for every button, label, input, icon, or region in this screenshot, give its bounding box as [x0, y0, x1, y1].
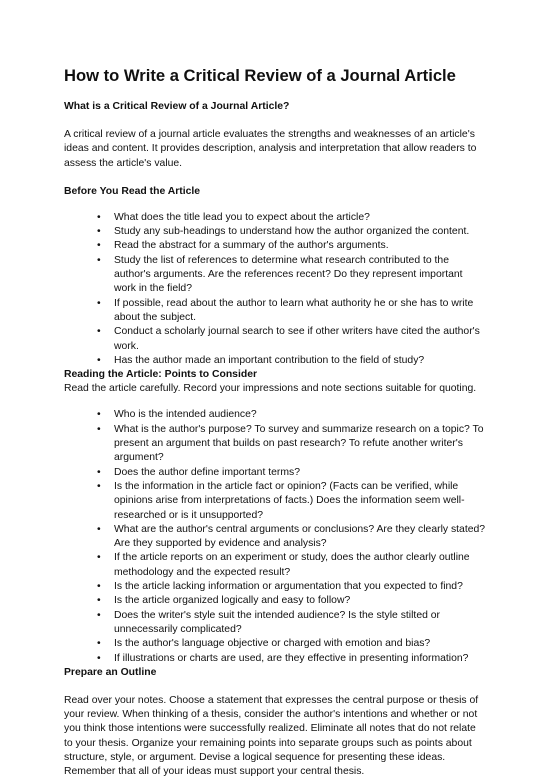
section-heading-reading-article: Reading the Article: Points to Consider: [64, 369, 258, 381]
list-item: • Is the article lacking information or argumentation that you expected to find?: [97, 580, 486, 594]
section-heading-prepare-outline: Prepare an Outline: [64, 666, 157, 678]
list-item: • Conduct a scholarly journal search to see if other writers have cited the author's work.: [97, 325, 486, 354]
section-paragraph-prepare-outline: Read over your notes. Choose a statement that expresses the central purpose or thesis of your review. When thinking of a thesis, consider the author's intentions and whether or not you think those intentions were successfully realized. Eliminate all notes that do not relate to your thesis. Organize your remaining points into separate groups such as points about structure, style, or argument. Devise a logical sequence for presenting these ideas. Remember that all of your ideas must support your central thesis.: [64, 694, 479, 778]
list-item: • Read the abstract for a summary of the author's arguments.: [97, 239, 486, 253]
list-item: • What are the author's central arguments or conclusions? Are they clearly stated? Are they supported by evidence and analysis?: [97, 523, 486, 552]
list-item: • Study the list of references to determine what research contributed to the author's arguments. Are the references recent? Do they represent important work in the field?: [97, 254, 486, 297]
list-item: • Has the author made an important contribution to the field of study?: [97, 354, 486, 368]
list-item: • Is the article organized logically and easy to follow?: [97, 594, 486, 608]
list-item: • Is the information in the article fact or opinion? (Facts can be verified, while opinions arise from interpretations of facts.) Does the information seem well-researched or is it unsupported?: [97, 480, 486, 523]
list-item: • If illustrations or charts are used, are they effective in presenting information?: [97, 652, 486, 666]
document-title: How to Write a Critical Review of a Journal Article: [64, 66, 456, 85]
list-item: • If the article reports on an experiment or study, does the author clearly outline methodology and the expected result?: [97, 551, 486, 580]
list-item: • Does the author define important terms?: [97, 466, 486, 480]
section-paragraph-reading-article: Read the article carefully. Record your impressions and note sections suitable for quoting.: [64, 383, 477, 395]
list-item: • Study any sub-headings to understand how the author organized the content.: [97, 225, 486, 239]
section-heading-what-is: What is a Critical Review of a Journal Article?: [64, 101, 290, 112]
list-item: • Who is the intended audience?: [97, 408, 486, 422]
section-heading-before-read: Before You Read the Article: [64, 185, 201, 197]
list-item: • If possible, read about the author to learn what authority he or she has to write about the subject.: [97, 297, 486, 326]
list-item: • What does the title lead you to expect about the article?: [97, 211, 486, 225]
bullet-list-before-read: [64, 211, 486, 368]
list-item: • Is the author's language objective or charged with emotion and bias?: [97, 637, 486, 651]
section-paragraph-what-is: A critical review of a journal article evaluates the strengths and weaknesses of an article's ideas and content. It provides description, analysis and interpretation that allow readers to assess the article's value.: [64, 129, 477, 169]
bullet-list-points-to-consider: [64, 408, 486, 665]
list-item: • What is the author's purpose? To survey and summarize research on a topic? To present an argument that builds on past research? To refute another writer's argument?: [97, 423, 486, 466]
list-item: • Does the writer's style suit the intended audience? Is the style stilted or unnecessarily complicated?: [97, 609, 486, 638]
